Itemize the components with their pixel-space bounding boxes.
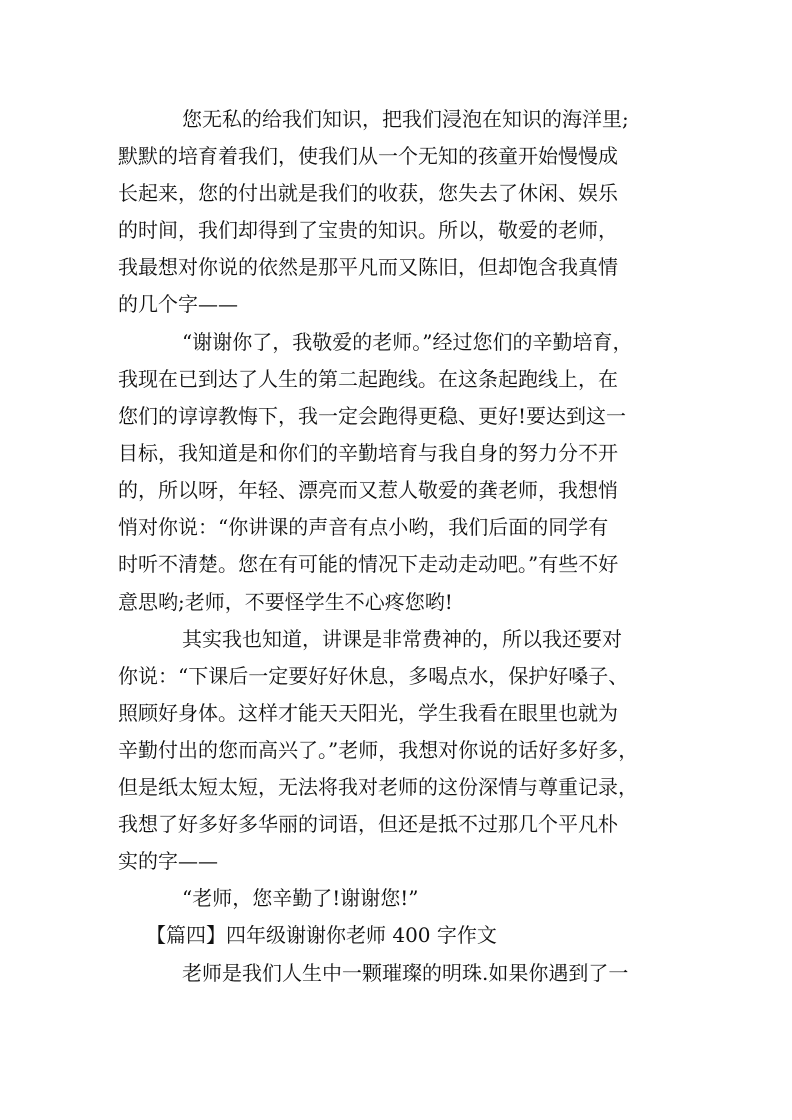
paragraph-line: 我想了好多好多华丽的词语，但还是抵不过那几个平凡朴 xyxy=(118,812,618,836)
paragraph-line: 长起来，您的付出就是我们的收获，您失去了休闲、娱乐 xyxy=(118,181,618,205)
paragraph-line: 的，所以呀，年轻、漂亮而又惹人敬爱的龚老师，我想悄 xyxy=(118,478,618,502)
paragraph-line: 老师是我们人生中一颗璀璨的明珠.如果你遇到了一 xyxy=(182,961,629,985)
paragraph-line: 你说：“下课后一定要好好休息，多喝点水，保护好嗓子、 xyxy=(118,664,629,688)
paragraph-line: 您们的谆谆教悔下，我一定会跑得更稳、更好!要达到这一 xyxy=(118,404,627,428)
paragraph-line: 悄对你说：“你讲课的声音有点小哟，我们后面的同学有 xyxy=(118,515,609,539)
paragraph-line: 的几个字—— xyxy=(118,292,238,316)
section-heading: 【篇四】四年级谢谢你老师 400 字作文 xyxy=(146,923,497,947)
paragraph-line: “老师，您辛勤了!谢谢您!” xyxy=(182,886,419,910)
paragraph-line: 但是纸太短太短，无法将我对老师的这份深情与尊重记录， xyxy=(118,775,638,799)
paragraph-line: 实的字—— xyxy=(118,849,218,873)
paragraph-line: 我最想对你说的依然是那平凡而又陈旧，但却饱含我真情 xyxy=(118,255,618,279)
paragraph-line: 照顾好身体。这样才能天天阳光，学生我看在眼里也就为 xyxy=(118,701,618,725)
paragraph-line: 我现在已到达了人生的第二起跑线。在这条起跑线上，在 xyxy=(118,367,618,391)
paragraph-line: 其实我也知道，讲课是非常费神的，所以我还要对 xyxy=(182,627,622,651)
paragraph-line: 的时间，我们却得到了宝贵的知识。所以，敬爱的老师， xyxy=(118,218,618,242)
paragraph-line: “谢谢你了，我敬爱的老师。”经过您们的辛勤培育， xyxy=(182,330,633,354)
paragraph-line: 您无私的给我们知识，把我们浸泡在知识的海洋里; xyxy=(182,107,629,131)
paragraph-line: 意思哟;老师，不要怪学生不心疼您哟! xyxy=(118,590,453,614)
paragraph-line: 时听不清楚。您在有可能的情况下走动走动吧。”有些不好 xyxy=(118,552,619,576)
paragraph-line: 辛勤付出的您而高兴了。”老师，我想对你说的话好多好多， xyxy=(118,738,639,762)
paragraph-line: 目标，我知道是和你们的辛勤培育与我自身的努力分不开 xyxy=(118,441,618,465)
paragraph-line: 默默的培育着我们，使我们从一个无知的孩童开始慢慢成 xyxy=(118,144,618,168)
